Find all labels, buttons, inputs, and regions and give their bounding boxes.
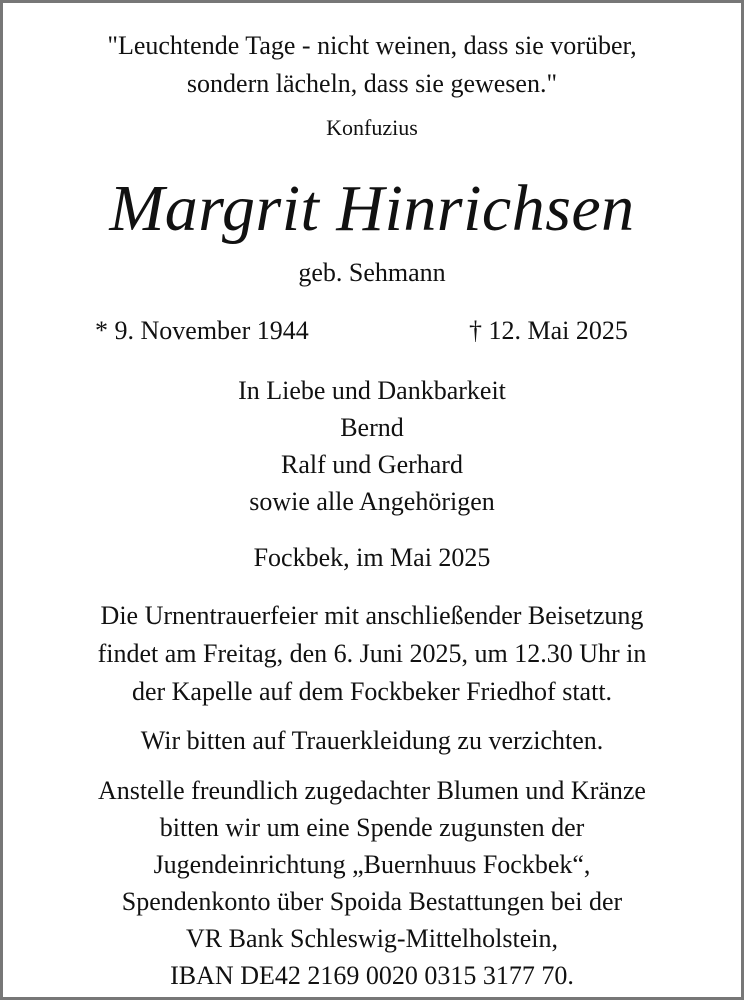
donation-line-6: IBAN DE42 2169 0020 0315 3177 70. — [170, 961, 574, 990]
death-date: † 12. Mai 2025 — [469, 316, 628, 345]
birth-name: geb. Sehmann — [298, 258, 446, 287]
mourners-line-2: Bernd — [340, 413, 404, 442]
ceremony-line-1: Die Urnentrauerfeier mit anschließender Beisetzung — [100, 601, 644, 630]
mourners-line-4: sowie alle Angehörigen — [249, 487, 495, 516]
ceremony-line-3: der Kapelle auf dem Fockbeker Friedhof statt. — [131, 677, 613, 706]
donation-line-2: bitten wir um eine Spende zugunsten der — [159, 813, 585, 842]
ceremony-line-2: findet am Freitag, den 6. Juni 2025, um 12.30 Uhr in — [97, 639, 647, 668]
dress-note: Wir bitten auf Trauerkleidung zu verzichten. — [140, 726, 604, 755]
donation-line-5: VR Bank Schleswig-Mittelholstein, — [186, 924, 558, 953]
deceased-name: Margrit Hinrichsen — [109, 172, 635, 245]
mourners-line-1: In Liebe und Dankbarkeit — [238, 376, 506, 405]
birth-date: * 9. November 1944 — [95, 316, 309, 345]
quote-line-1: "Leuchtende Tage - nicht weinen, dass sie vorüber, — [107, 31, 637, 60]
donation-line-3: Jugendeinrichtung „Buernhuus Fockbek“, — [153, 850, 591, 879]
donation-line-4: Spendenkonto über Spoida Bestattungen bei der — [121, 887, 623, 916]
mourners-line-3: Ralf und Gerhard — [281, 450, 463, 479]
quote-line-2: sondern lächeln, dass sie gewesen." — [186, 69, 558, 98]
donation-line-1: Anstelle freundlich zugedachter Blumen und Kränze — [98, 776, 646, 805]
quote-author: Konfuzius — [326, 115, 418, 140]
place-date: Fockbek, im Mai 2025 — [253, 543, 491, 572]
